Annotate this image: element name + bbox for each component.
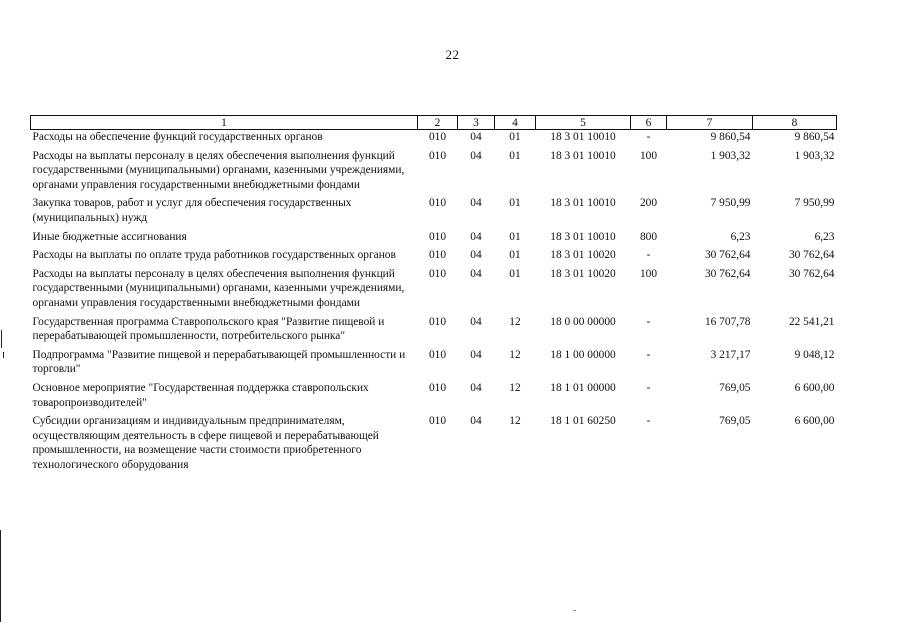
ministry-code: 010 — [428, 315, 447, 328]
ministry-code: 010 — [428, 131, 447, 143]
ministry-code: 010 — [428, 381, 447, 394]
table-row — [31, 130, 837, 149]
table-header-row — [31, 116, 837, 130]
scan-speck — [573, 610, 576, 611]
expense-type-code: - — [646, 348, 651, 361]
amount-actual: 6 600,00 — [794, 381, 835, 394]
subsection-code: 01 — [509, 249, 521, 262]
amount-actual: 22 541,21 — [788, 315, 835, 328]
subsection-code: 12 — [509, 415, 521, 428]
column-header: 4 — [495, 116, 536, 130]
amount-plan: 7 950,99 — [710, 197, 751, 210]
column-header: 7 — [667, 116, 753, 130]
row-name: Расходы на выплаты персоналу в целях обеспечения выполнения функций государственными (муниципальными) органами, казенными учреждениями, органами управления государственными внебюджетными фондами — [32, 267, 405, 309]
column-header: 1 — [31, 116, 418, 130]
column-header: 5 — [536, 116, 631, 130]
target-article-code: 18 0 00 00000 — [550, 315, 616, 328]
amount-actual: 6 600,00 — [794, 415, 835, 428]
column-header: 8 — [753, 116, 837, 130]
amount-plan: 9 860,54 — [710, 131, 751, 143]
column-header: 3 — [458, 116, 495, 130]
section-code: 04 — [470, 267, 482, 280]
table-row — [31, 230, 837, 249]
subsection-code: 01 — [509, 197, 521, 210]
amount-actual: 6,23 — [814, 230, 835, 243]
amount-plan: 769,05 — [719, 415, 751, 428]
target-article-code: 18 3 01 10010 — [550, 230, 616, 243]
section-code: 04 — [470, 381, 482, 394]
ministry-code: 010 — [428, 415, 447, 428]
row-name: Закупка товаров, работ и услуг для обеспечения государственных (муниципальных) нужд — [32, 197, 352, 224]
section-code: 04 — [470, 415, 482, 428]
subsection-code: 01 — [509, 230, 521, 243]
ministry-code: 010 — [428, 149, 447, 162]
table-row — [31, 196, 837, 229]
amount-plan: 30 762,64 — [704, 249, 751, 262]
table-row — [31, 267, 837, 315]
subsection-code: 01 — [509, 267, 521, 280]
amount-actual: 7 950,99 — [794, 197, 835, 210]
ministry-code: 010 — [428, 230, 447, 243]
subsection-code: 01 — [509, 131, 521, 143]
section-code: 04 — [470, 149, 482, 162]
column-header: 6 — [631, 116, 667, 130]
subsection-code: 12 — [509, 381, 521, 394]
expense-type-code: 200 — [639, 197, 658, 210]
budget-table — [30, 115, 837, 476]
expense-type-code: - — [646, 249, 651, 262]
amount-plan: 769,05 — [719, 381, 751, 394]
target-article-code: 18 1 01 00000 — [550, 381, 616, 394]
table-row — [31, 348, 837, 381]
amount-plan: 3 217,17 — [710, 348, 751, 361]
subsection-code: 01 — [509, 149, 521, 162]
row-name: Государственная программа Ставропольского края "Развитие пищевой и перерабатывающей промышленности, потребительского рынка" — [32, 315, 385, 343]
expense-type-code: 100 — [639, 267, 658, 280]
ministry-code: 010 — [428, 249, 447, 262]
section-code: 04 — [470, 197, 482, 210]
row-name: Расходы на выплаты персоналу в целях обеспечения выполнения функций государственными (муниципальными) органами, казенными учреждениями, органами управления государственными внебюджетными фондами — [32, 149, 405, 191]
table-row — [31, 248, 837, 267]
table-row — [31, 315, 837, 348]
section-code: 04 — [470, 249, 482, 262]
amount-actual: 1 903,32 — [794, 149, 835, 162]
section-code: 04 — [470, 348, 482, 361]
subsection-code: 12 — [509, 315, 521, 328]
row-name: Иные бюджетные ассигнования — [32, 230, 187, 243]
section-code: 04 — [470, 315, 482, 328]
table-row — [31, 149, 837, 197]
expense-type-code: - — [646, 131, 651, 143]
row-name: Подпрограмма "Развитие пищевой и перерабатывающей промышленности и торговли" — [32, 348, 406, 376]
scan-edge-mark — [0, 530, 1, 622]
amount-plan: 1 903,32 — [710, 149, 751, 162]
ministry-code: 010 — [428, 348, 447, 361]
section-code: 04 — [470, 131, 482, 143]
target-article-code: 18 3 01 10020 — [550, 267, 616, 280]
target-article-code: 18 3 01 10010 — [550, 131, 616, 143]
expense-type-code: 800 — [639, 230, 658, 243]
table-row — [31, 414, 837, 476]
amount-actual: 9 048,12 — [794, 348, 835, 361]
section-code: 04 — [470, 230, 482, 243]
target-article-code: 18 1 00 00000 — [550, 348, 616, 361]
ministry-code: 010 — [428, 197, 447, 210]
scan-edge-mark — [3, 352, 4, 358]
scan-edge-mark — [1, 330, 2, 348]
amount-actual: 30 762,64 — [788, 267, 835, 280]
amount-plan: 30 762,64 — [704, 267, 751, 280]
expense-type-code: - — [646, 415, 651, 428]
expense-type-code: - — [646, 315, 651, 328]
table-row — [31, 381, 837, 414]
target-article-code: 18 3 01 10020 — [550, 249, 616, 262]
amount-plan: 16 707,78 — [704, 315, 751, 328]
amount-plan: 6,23 — [730, 230, 751, 243]
ministry-code: 010 — [428, 267, 447, 280]
expense-type-code: - — [646, 381, 651, 394]
target-article-code: 18 1 01 60250 — [550, 415, 616, 428]
amount-actual: 9 860,54 — [794, 131, 835, 143]
row-name: Основное мероприятие "Государственная поддержка ставропольских товаропроизводителей" — [32, 381, 369, 409]
row-name: Расходы на обеспечение функций государственных органов — [32, 131, 323, 143]
amount-actual: 30 762,64 — [788, 249, 835, 262]
row-name: Субсидии организациям и индивидуальным предпринимателям, осуществляющим деятельность в сфере пищевой и перерабатывающей промышленности, на возмещение части стоимости приобретенного технологического оборудования — [32, 415, 379, 471]
column-header: 2 — [418, 116, 458, 130]
subsection-code: 12 — [509, 348, 521, 361]
row-name: Расходы на выплаты по оплате труда работников государственных органов — [32, 249, 396, 262]
target-article-code: 18 3 01 10010 — [550, 149, 616, 162]
target-article-code: 18 3 01 10010 — [550, 197, 616, 210]
page-number: 22 — [445, 47, 460, 62]
expense-type-code: 100 — [639, 149, 658, 162]
